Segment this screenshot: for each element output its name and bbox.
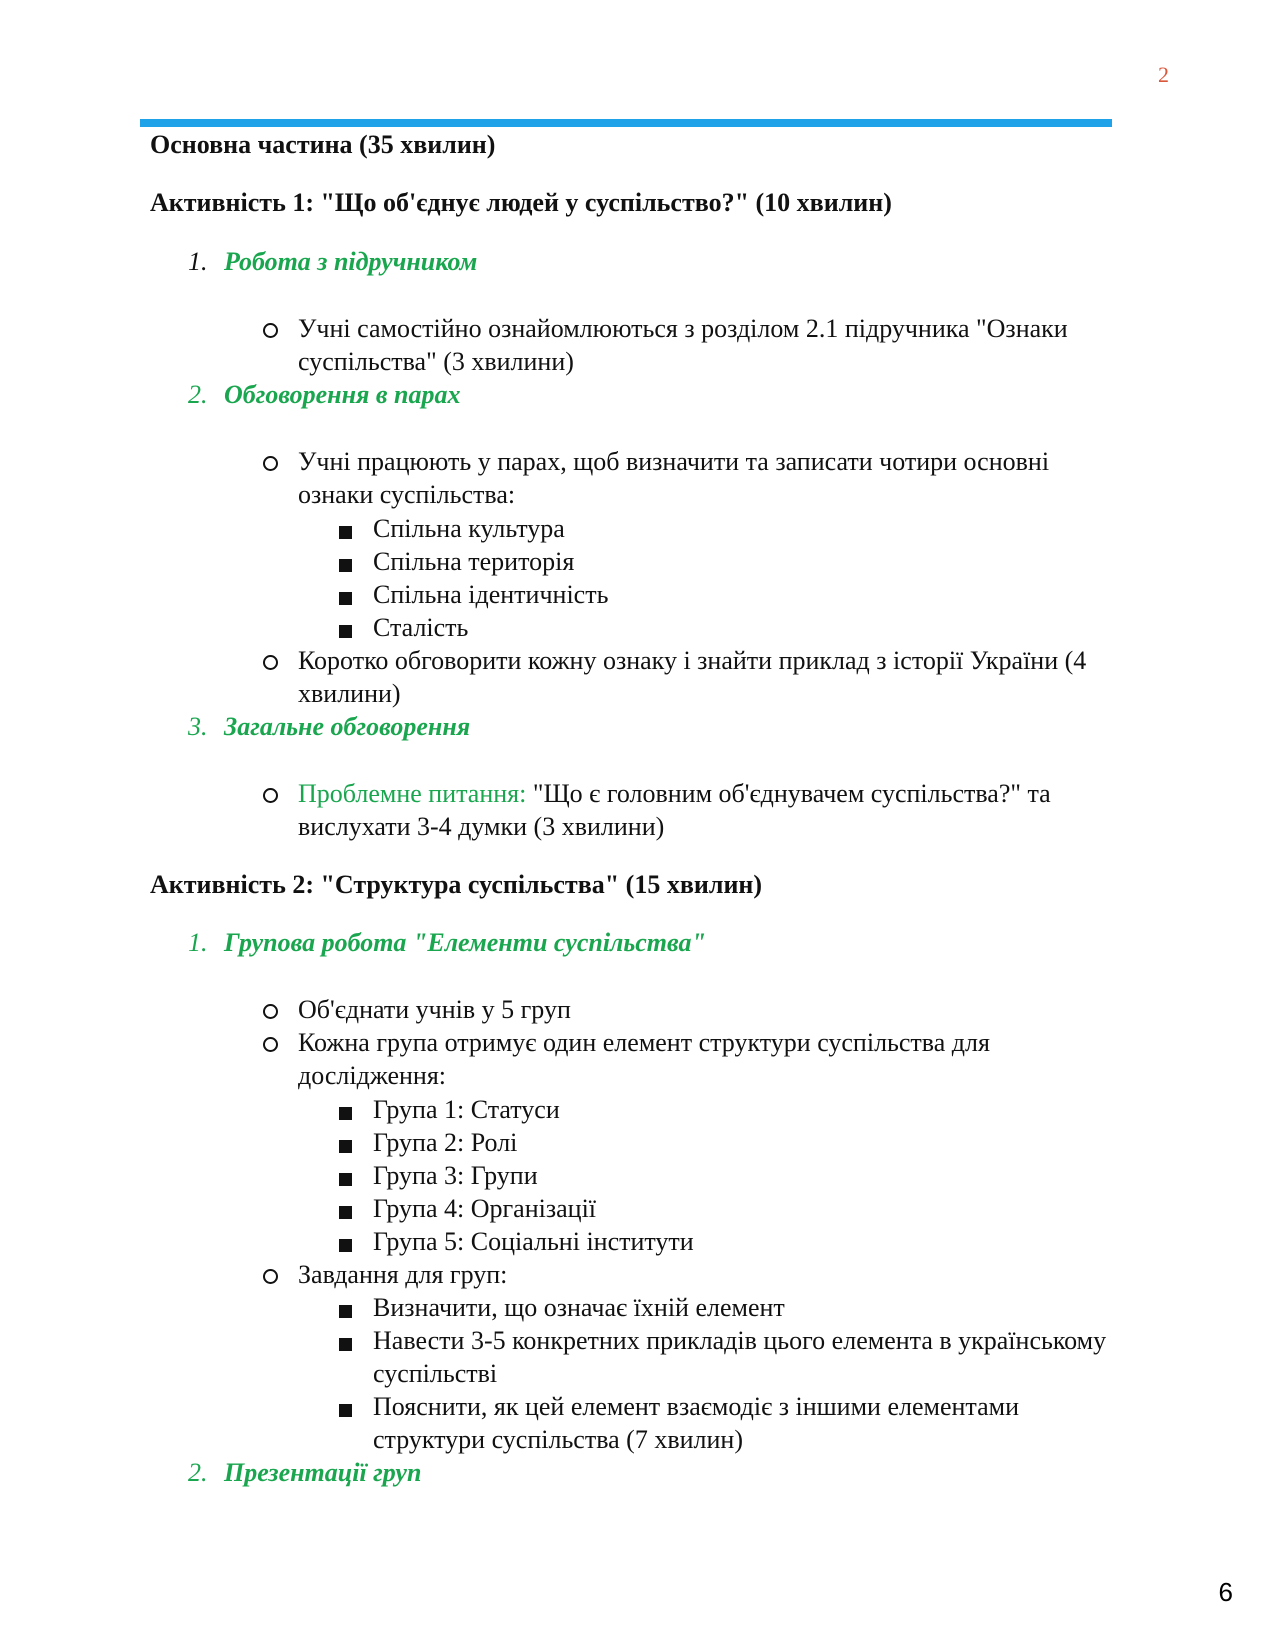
square-bullet	[339, 1338, 352, 1351]
square-bullet	[339, 1239, 352, 1252]
header-rule	[140, 119, 1112, 127]
task-item: Пояснити, як цей елемент взаємодіє з іншими елементами	[373, 1392, 1019, 1421]
square-bullet	[339, 1107, 352, 1120]
circle-bullet	[263, 1269, 278, 1284]
feature-item: Сталість	[373, 613, 469, 642]
a1-step2-number: 2.	[188, 380, 208, 409]
a2-step1-bullet3: Завдання для груп:	[298, 1260, 508, 1289]
task-item-continued: структури суспільства (7 хвилин)	[373, 1425, 743, 1454]
a1-step3-problem-line1	[298, 777, 1051, 810]
square-bullet	[339, 559, 352, 572]
a1-step3-title: Загальне обговорення	[224, 712, 471, 741]
a1-step1-bullet1-line1: Учні самостійно ознайомлюються з розділом 2.1 підручника "Ознаки	[298, 314, 1068, 343]
page-number-bottom: 6	[1218, 1577, 1233, 1607]
square-bullet	[339, 625, 352, 638]
circle-bullet	[263, 788, 278, 803]
a1-step1-bullet1-line2: суспільства" (3 хвилини)	[298, 347, 574, 376]
a1-step2-bullet2-line2: хвилини)	[298, 679, 401, 708]
group-item: Група 1: Статуси	[373, 1095, 560, 1124]
a1-step2-title: Обговорення в парах	[224, 380, 461, 409]
a2-step2-title: Презентації груп	[224, 1458, 422, 1487]
a1-step1-title: Робота з підручником	[224, 247, 478, 276]
activity1-title: Активність 1: "Що об'єднує людей у суспільство?" (10 хвилин)	[150, 188, 892, 217]
circle-bullet	[263, 655, 278, 670]
main-part-title: Основна частина (35 хвилин)	[150, 130, 496, 159]
circle-bullet	[263, 323, 278, 338]
activity2-title: Активність 2: "Структура суспільства" (15 хвилин)	[150, 870, 763, 899]
task-item: Визначити, що означає їхній елемент	[373, 1293, 785, 1322]
a2-step1-number: 1.	[188, 928, 208, 957]
group-item: Група 4: Організації	[373, 1194, 597, 1223]
a2-step1-title: Групова робота "Елементи суспільства"	[224, 928, 706, 957]
a1-step2-bullet1-line2: ознаки суспільства:	[298, 480, 516, 509]
feature-item: Спільна культура	[373, 514, 565, 543]
task-item: Навести 3-5 конкретних прикладів цього елемента в українському	[373, 1326, 1107, 1355]
square-bullet	[339, 1305, 352, 1318]
circle-bullet	[263, 456, 278, 471]
a2-step1-bullet2-line2: дослідження:	[298, 1061, 447, 1090]
circle-bullet	[263, 1004, 278, 1019]
group-item: Група 5: Соціальні інститути	[373, 1227, 694, 1256]
a1-step2-bullet1-line1: Учні працюють у парах, щоб визначити та записати чотири основні	[298, 447, 1050, 476]
square-bullet	[339, 1140, 352, 1153]
group-item: Група 3: Групи	[373, 1161, 538, 1190]
a1-step2-bullet2-line1: Коротко обговорити кожну ознаку і знайти приклад з історії України (4	[298, 646, 1087, 675]
feature-item: Спільна територія	[373, 547, 575, 576]
a2-step1-bullet2-line1: Кожна група отримує один елемент структури суспільства для	[298, 1028, 990, 1057]
a1-step1-number: 1.	[188, 247, 208, 276]
task-item-continued: суспільстві	[373, 1359, 498, 1388]
problem-label: Проблемне питання:	[298, 779, 527, 808]
square-bullet	[339, 1173, 352, 1186]
group-item: Група 2: Ролі	[373, 1128, 518, 1157]
problem-text: "Що є головним об'єднувачем суспільства?" та	[526, 779, 1051, 808]
square-bullet	[339, 1404, 352, 1417]
page-number-top: 2	[1158, 62, 1169, 87]
a1-step3-problem-line2: вислухати 3-4 думки (3 хвилини)	[298, 812, 665, 841]
feature-item: Спільна ідентичність	[373, 580, 609, 609]
circle-bullet	[263, 1037, 278, 1052]
a2-step1-bullet1: Об'єднати учнів у 5 груп	[298, 995, 571, 1024]
square-bullet	[339, 592, 352, 605]
a2-step2-number: 2.	[188, 1458, 208, 1487]
square-bullet	[339, 526, 352, 539]
square-bullet	[339, 1206, 352, 1219]
a1-step3-number: 3.	[188, 712, 208, 741]
